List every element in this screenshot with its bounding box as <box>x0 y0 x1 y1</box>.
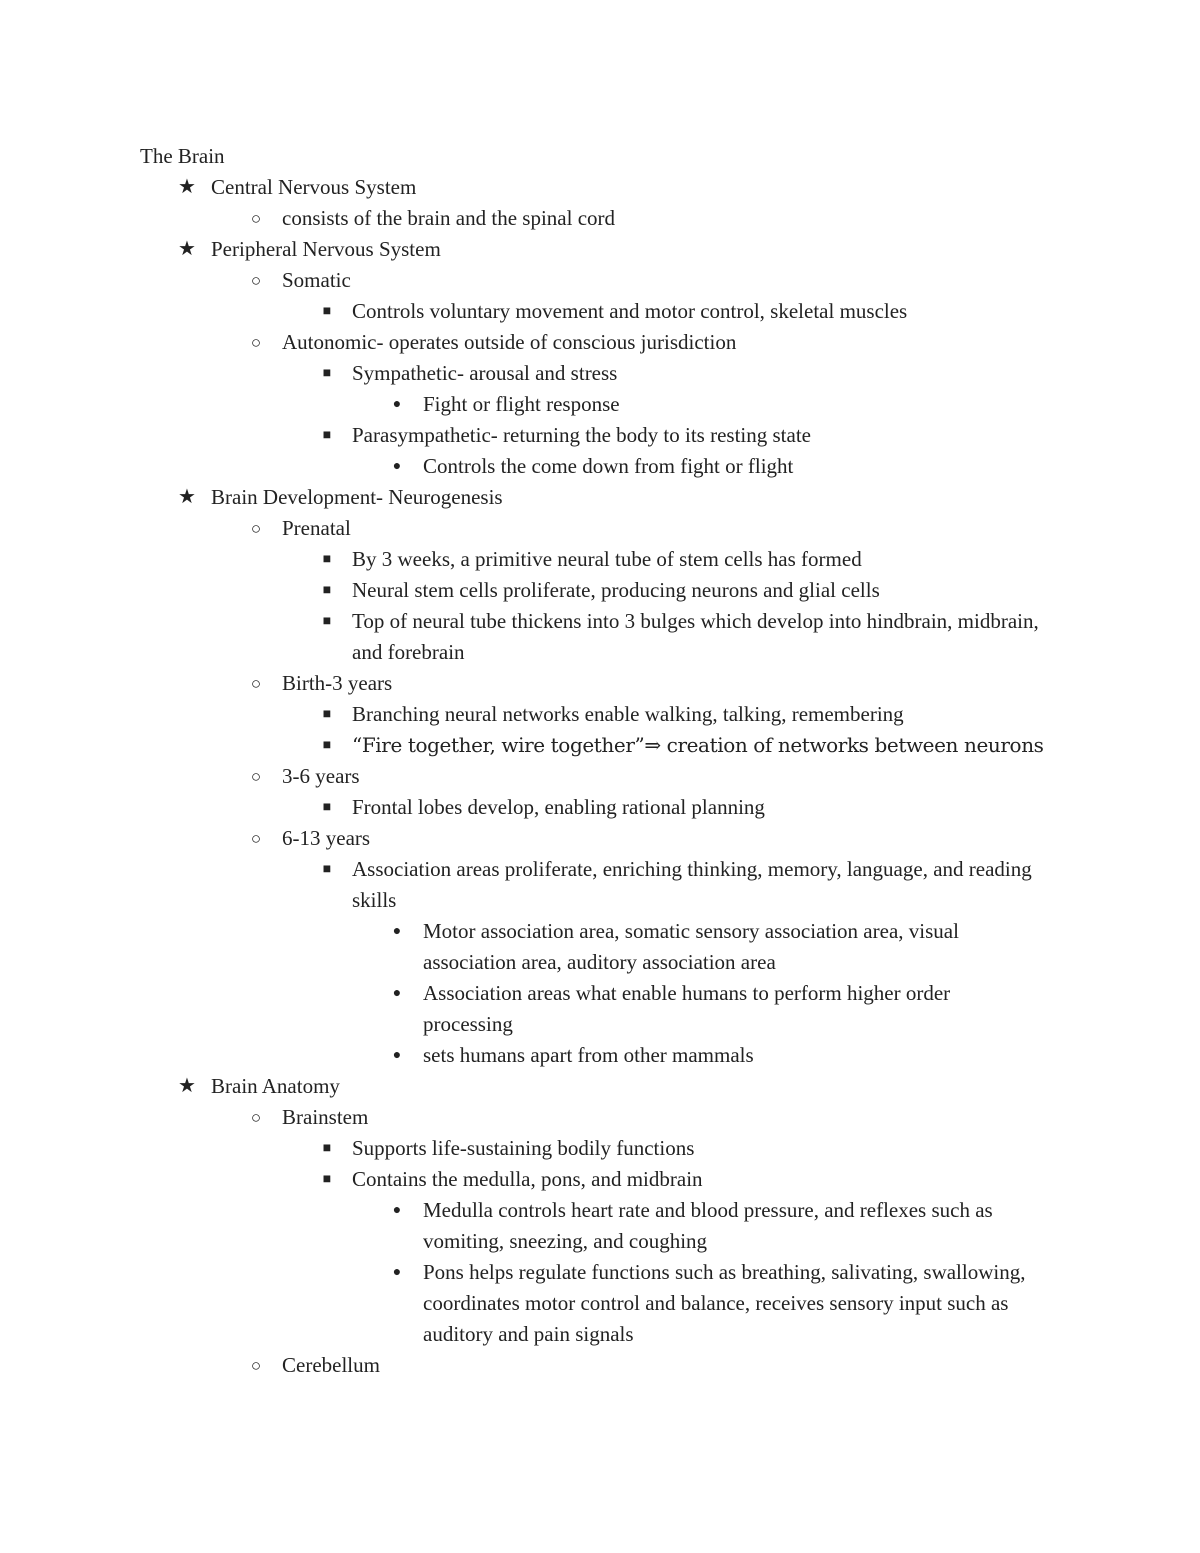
list-item-text: Brainstem <box>282 1105 369 1129</box>
dot-bullet-icon: ● <box>392 459 402 474</box>
list-item <box>0 854 1200 916</box>
list-item-text: Top of neural tube thickens into 3 bulges which develop into hindbrain, midbrain, and forebrain <box>352 609 1039 664</box>
list-item-text: 6-13 years <box>282 826 371 850</box>
list-item <box>0 1133 1200 1164</box>
list-item-text: Controls voluntary movement and motor control, skeletal muscles <box>352 299 908 323</box>
square-bullet-icon: ■ <box>322 862 332 877</box>
square-bullet-icon: ■ <box>322 304 332 319</box>
circle-bullet-icon: ○ <box>250 767 262 786</box>
list-item <box>0 1195 1200 1257</box>
list-item-text: Central Nervous System <box>211 175 417 199</box>
square-bullet-icon: ■ <box>322 614 332 629</box>
circle-bullet-icon: ○ <box>250 519 262 538</box>
list-item <box>0 1040 1200 1071</box>
circle-bullet-icon: ○ <box>250 674 262 693</box>
list-item-text: Peripheral Nervous System <box>211 237 441 261</box>
list-item <box>0 730 1200 761</box>
list-item-text: By 3 weeks, a primitive neural tube of stem cells has formed <box>352 547 862 571</box>
list-item-text: Pons helps regulate functions such as breathing, salivating, swallowing, coordinates motor control and balance, receives sensory input such as auditory and pain signals <box>423 1260 1026 1346</box>
dot-bullet-icon: ● <box>392 1203 402 1218</box>
list-item-text: “Fire together, wire together”⇒ creation of networks between neurons <box>352 733 1044 757</box>
document-title: The Brain <box>140 144 225 168</box>
list-item-text: Brain Development- Neurogenesis <box>211 485 503 509</box>
list-item-text: Sympathetic- arousal and stress <box>352 361 618 385</box>
list-item <box>0 761 1200 792</box>
dot-bullet-icon: ● <box>392 1048 402 1063</box>
list-item-text: Frontal lobes develop, enabling rational planning <box>352 795 765 819</box>
list-item <box>0 234 1200 265</box>
list-item-text: Brain Anatomy <box>211 1074 340 1098</box>
dot-bullet-icon: ● <box>392 397 402 412</box>
list-item-text: 3-6 years <box>282 764 360 788</box>
list-item-text: Prenatal <box>282 516 351 540</box>
list-item <box>0 513 1200 544</box>
list-item-text: Association areas what enable humans to perform higher order processing <box>423 981 951 1036</box>
list-item <box>0 1071 1200 1102</box>
dot-bullet-icon: ● <box>392 1265 402 1280</box>
list-item <box>0 916 1200 978</box>
list-item-text: Contains the medulla, pons, and midbrain <box>352 1167 703 1191</box>
list-item-text: Cerebellum <box>282 1353 380 1377</box>
list-item <box>0 451 1200 482</box>
list-item <box>0 327 1200 358</box>
list-item <box>0 358 1200 389</box>
circle-bullet-icon: ○ <box>250 271 262 290</box>
circle-bullet-icon: ○ <box>250 1108 262 1127</box>
square-bullet-icon: ■ <box>322 707 332 722</box>
list-item-text: Branching neural networks enable walking, talking, remembering <box>352 702 904 726</box>
list-item <box>0 482 1200 513</box>
star-bullet-icon: ★ <box>178 486 196 508</box>
star-bullet-icon: ★ <box>178 1075 196 1097</box>
star-bullet-icon: ★ <box>178 176 196 198</box>
list-item-text: Birth-3 years <box>282 671 393 695</box>
list-item <box>0 203 1200 234</box>
list-item-text: Motor association area, somatic sensory association area, visual association area, auditory association area <box>423 919 959 974</box>
square-bullet-icon: ■ <box>322 800 332 815</box>
square-bullet-icon: ■ <box>322 366 332 381</box>
list-item <box>0 1102 1200 1133</box>
list-item <box>0 668 1200 699</box>
list-item-text: Association areas proliferate, enriching thinking, memory, language, and reading skills <box>352 857 1032 912</box>
square-bullet-icon: ■ <box>322 583 332 598</box>
circle-bullet-icon: ○ <box>250 209 262 228</box>
list-item <box>0 265 1200 296</box>
list-item <box>0 420 1200 451</box>
outline-list <box>0 172 1200 1381</box>
dot-bullet-icon: ● <box>392 924 402 939</box>
list-item <box>0 1164 1200 1195</box>
list-item-text: Somatic <box>282 268 351 292</box>
list-item-text: Autonomic- operates outside of conscious jurisdiction <box>282 330 737 354</box>
list-item <box>0 699 1200 730</box>
list-item-text: Fight or flight response <box>423 392 620 416</box>
list-item-text: consists of the brain and the spinal cord <box>282 206 616 230</box>
list-item <box>0 1257 1200 1350</box>
list-item <box>0 792 1200 823</box>
list-item <box>0 389 1200 420</box>
circle-bullet-icon: ○ <box>250 333 262 352</box>
list-item-text: Controls the come down from fight or flight <box>423 454 794 478</box>
dot-bullet-icon: ● <box>392 986 402 1001</box>
list-item <box>0 296 1200 327</box>
list-item-text: sets humans apart from other mammals <box>423 1043 754 1067</box>
square-bullet-icon: ■ <box>322 552 332 567</box>
square-bullet-icon: ■ <box>322 1172 332 1187</box>
list-item <box>0 823 1200 854</box>
list-item-text: Neural stem cells proliferate, producing neurons and glial cells <box>352 578 880 602</box>
list-item <box>0 1350 1200 1381</box>
list-item-text: Medulla controls heart rate and blood pressure, and reflexes such as vomiting, sneezing, and coughing <box>423 1198 993 1253</box>
list-item <box>0 544 1200 575</box>
circle-bullet-icon: ○ <box>250 1356 262 1375</box>
square-bullet-icon: ■ <box>322 1141 332 1156</box>
list-item-text: Parasympathetic- returning the body to its resting state <box>352 423 811 447</box>
circle-bullet-icon: ○ <box>250 829 262 848</box>
list-item-text: Supports life-sustaining bodily functions <box>352 1136 695 1160</box>
star-bullet-icon: ★ <box>178 238 196 260</box>
square-bullet-icon: ■ <box>322 428 332 443</box>
list-item <box>0 606 1200 668</box>
list-item <box>0 978 1200 1040</box>
square-bullet-icon: ■ <box>322 738 332 753</box>
list-item <box>0 172 1200 203</box>
list-item <box>0 575 1200 606</box>
